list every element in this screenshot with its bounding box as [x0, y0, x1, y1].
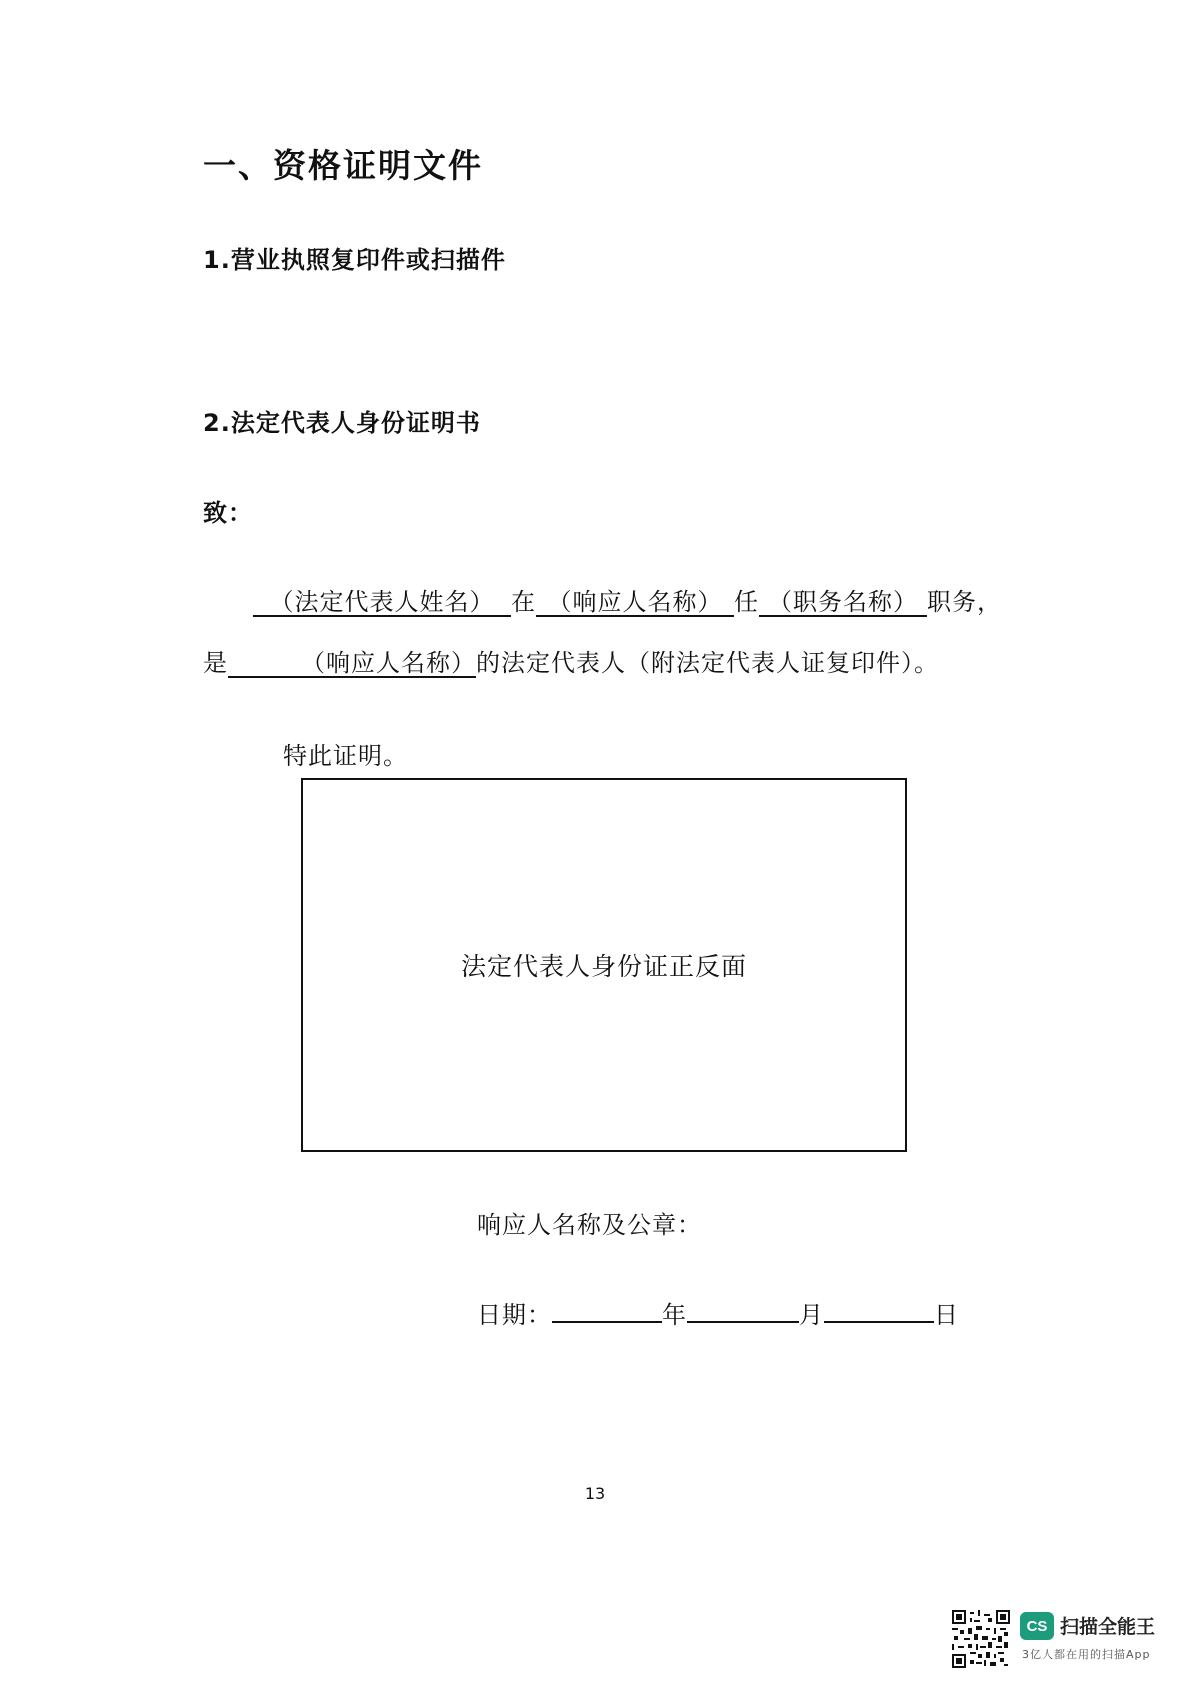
- text-is: 是: [203, 649, 228, 677]
- text-holds: 任: [734, 588, 759, 616]
- month-label: 月: [799, 1301, 824, 1329]
- section-heading: 一、资格证明文件: [203, 146, 483, 185]
- salutation: 致：: [203, 499, 253, 527]
- day-label: 日: [934, 1301, 959, 1329]
- paragraph-2: [203, 643, 939, 678]
- seal-label: 响应人名称及公章：: [477, 1211, 702, 1239]
- date-line: [477, 1295, 959, 1330]
- page-number: 13: [584, 1484, 606, 1503]
- month-blank: [687, 1299, 799, 1323]
- item-legal-rep-certificate: 2.法定代表人身份证明书: [203, 409, 481, 437]
- watermark-tagline: 3亿人都在用的扫描App: [1022, 1648, 1151, 1661]
- text-rest: 的法定代表人（附法定代表人证复印件）。: [476, 649, 939, 677]
- date-label: 日期：: [477, 1301, 552, 1329]
- id-box-label: 法定代表人身份证正反面: [460, 952, 747, 981]
- camscanner-logo-icon: CS: [1020, 1612, 1054, 1640]
- id-card-placeholder-box: [301, 778, 907, 1152]
- field-position: （职务名称）: [759, 590, 927, 617]
- watermark-brand: 扫描全能王: [1060, 1616, 1156, 1638]
- field-company-name: （响应人名称）: [536, 590, 734, 617]
- certify-text: 特此证明。: [283, 742, 408, 770]
- year-blank: [552, 1299, 662, 1323]
- text-at: 在: [511, 588, 536, 616]
- field-rep-name: （法定代表人姓名）: [253, 590, 511, 617]
- qr-code-icon: [952, 1610, 1010, 1668]
- text-duty: 职务，: [927, 588, 1002, 616]
- field-company-name-2: （响应人名称）: [228, 651, 476, 678]
- paragraph-1: [253, 582, 1002, 617]
- item-business-license: 1.营业执照复印件或扫描件: [203, 246, 506, 274]
- year-label: 年: [662, 1301, 687, 1329]
- day-blank: [824, 1299, 934, 1323]
